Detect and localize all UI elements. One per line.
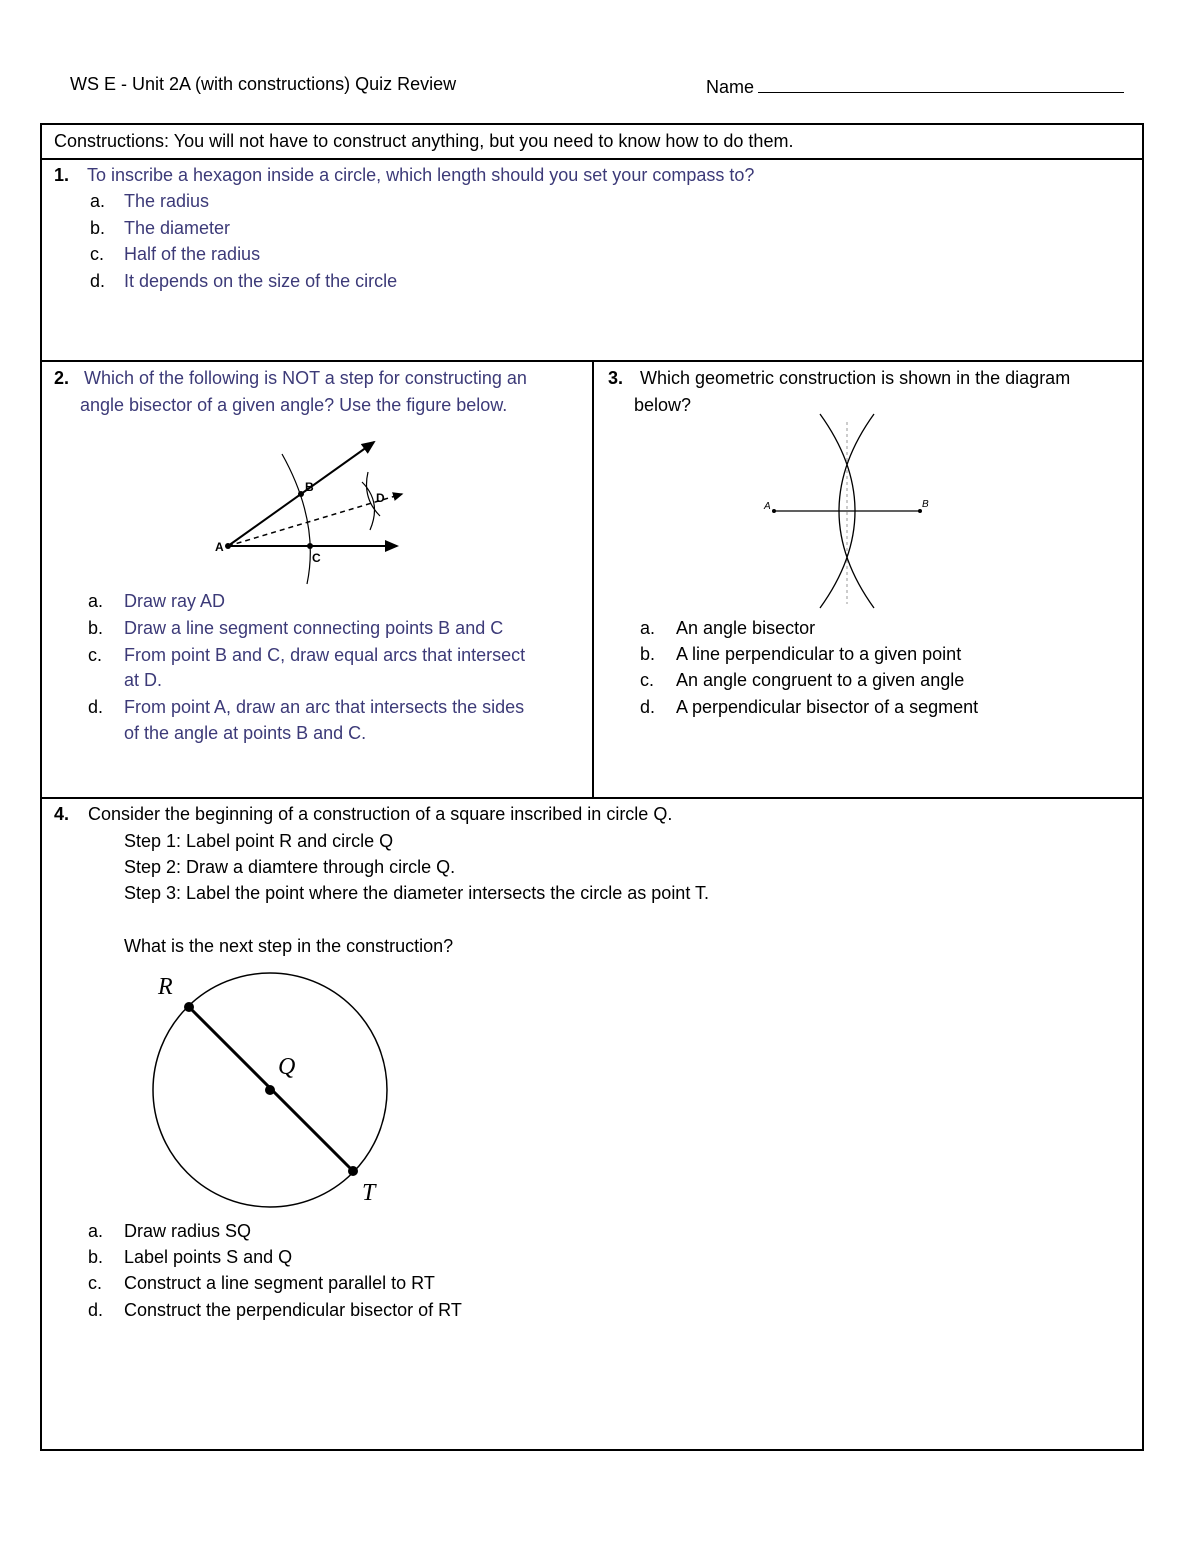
worksheet-title: WS E - Unit 2A (with constructions) Quiz Review bbox=[70, 74, 457, 94]
option-d-line1[interactable]: From point A, draw an arc that intersects the sides bbox=[124, 697, 525, 717]
option-letter: a. bbox=[90, 191, 106, 211]
question-4 bbox=[42, 799, 1142, 1449]
option-letter: c. bbox=[640, 670, 655, 690]
option-letter: a. bbox=[88, 591, 104, 611]
point-a bbox=[225, 543, 231, 549]
label-b: B bbox=[922, 499, 929, 510]
question-1 bbox=[42, 160, 1142, 362]
question-number: 3. bbox=[608, 368, 624, 388]
option-letter: c. bbox=[88, 1273, 103, 1293]
step-3: Step 3: Label the point where the diameter intersects the circle as point T. bbox=[124, 883, 709, 903]
label-t: T bbox=[362, 1180, 376, 1206]
name-label: Name bbox=[706, 77, 755, 97]
intro-text: Constructions: You will not have to construct anything, but you need to know how to do them. bbox=[54, 131, 794, 151]
questions-2-3-row bbox=[42, 362, 1142, 799]
option-c[interactable]: Construct a line segment parallel to RT bbox=[124, 1273, 435, 1293]
option-b[interactable]: Label points S and Q bbox=[124, 1247, 293, 1267]
option-b[interactable]: Draw a line segment connecting points B and C bbox=[124, 618, 504, 638]
option-d[interactable]: A perpendicular bisector of a segment bbox=[676, 697, 979, 717]
step-1: Step 1: Label point R and circle Q bbox=[124, 831, 394, 851]
question-2 bbox=[42, 362, 594, 797]
option-d[interactable]: Construct the perpendicular bisector of RT bbox=[124, 1300, 462, 1320]
option-letter: b. bbox=[88, 618, 104, 638]
question-text-line2: below? bbox=[634, 395, 692, 415]
label-a: A bbox=[764, 501, 771, 512]
next-step-prompt: What is the next step in the construction? bbox=[124, 936, 454, 956]
label-q: Q bbox=[278, 1054, 296, 1080]
option-d-line2[interactable]: of the angle at points B and C. bbox=[124, 723, 367, 743]
option-c-line2[interactable]: at D. bbox=[124, 670, 163, 690]
option-letter: b. bbox=[88, 1247, 104, 1267]
name-blank-line[interactable] bbox=[758, 74, 1124, 93]
option-a[interactable]: Draw radius SQ bbox=[124, 1221, 252, 1241]
question-text: Consider the beginning of a construction of a square inscribed in circle Q. bbox=[88, 804, 673, 824]
label-b: B bbox=[305, 480, 314, 494]
option-b[interactable]: The diameter bbox=[124, 218, 231, 238]
option-letter: a. bbox=[88, 1221, 104, 1241]
option-c[interactable]: Half of the radius bbox=[124, 244, 261, 264]
step-2: Step 2: Draw a diamtere through circle Q. bbox=[124, 857, 456, 877]
point-b bbox=[298, 491, 304, 497]
angle-bisector-figure bbox=[212, 412, 462, 582]
quiz-table bbox=[40, 123, 1144, 1451]
label-d: D bbox=[376, 491, 385, 505]
option-a[interactable]: An angle bisector bbox=[676, 618, 816, 638]
option-letter: d. bbox=[640, 697, 656, 717]
label-a: A bbox=[215, 540, 224, 554]
option-letter: c. bbox=[90, 244, 105, 264]
option-letter: d. bbox=[88, 697, 104, 717]
option-c-line1[interactable]: From point B and C, draw equal arcs that intersect bbox=[124, 645, 526, 665]
option-a[interactable]: Draw ray AD bbox=[124, 591, 226, 611]
option-a[interactable]: The radius bbox=[124, 191, 210, 211]
option-letter: c. bbox=[88, 645, 103, 665]
option-letter: d. bbox=[90, 271, 106, 291]
name-field[interactable] bbox=[706, 74, 1124, 98]
point-r bbox=[184, 1002, 194, 1012]
question-number: 1. bbox=[54, 165, 70, 185]
option-d[interactable]: It depends on the size of the circle bbox=[124, 271, 398, 291]
question-number: 4. bbox=[54, 804, 70, 824]
option-letter: a. bbox=[640, 618, 656, 638]
question-text-line1: Which of the following is NOT a step for constructing an bbox=[84, 368, 527, 388]
point-a bbox=[772, 509, 776, 513]
option-b[interactable]: A line perpendicular to a given point bbox=[676, 644, 962, 664]
option-letter: b. bbox=[640, 644, 656, 664]
label-r: R bbox=[158, 974, 173, 1000]
option-letter: b. bbox=[90, 218, 106, 238]
circle-diameter-figure bbox=[142, 964, 412, 1214]
question-number: 2. bbox=[54, 368, 70, 388]
perpendicular-bisector-figure bbox=[760, 412, 940, 612]
question-3 bbox=[594, 362, 1142, 797]
option-c[interactable]: An angle congruent to a given angle bbox=[676, 670, 965, 690]
question-text: To inscribe a hexagon inside a circle, which length should you set your compass to? bbox=[87, 165, 755, 185]
option-letter: d. bbox=[88, 1300, 104, 1320]
intro-row bbox=[42, 125, 1142, 160]
arc-from-a bbox=[282, 454, 310, 584]
label-c: C bbox=[312, 551, 321, 565]
point-c bbox=[307, 543, 313, 549]
point-t bbox=[348, 1166, 358, 1176]
point-q bbox=[265, 1085, 275, 1095]
question-text-line1: Which geometric construction is shown in the diagram bbox=[640, 368, 1071, 388]
question-text-line2: angle bisector of a given angle? Use the figure below. bbox=[80, 395, 508, 415]
